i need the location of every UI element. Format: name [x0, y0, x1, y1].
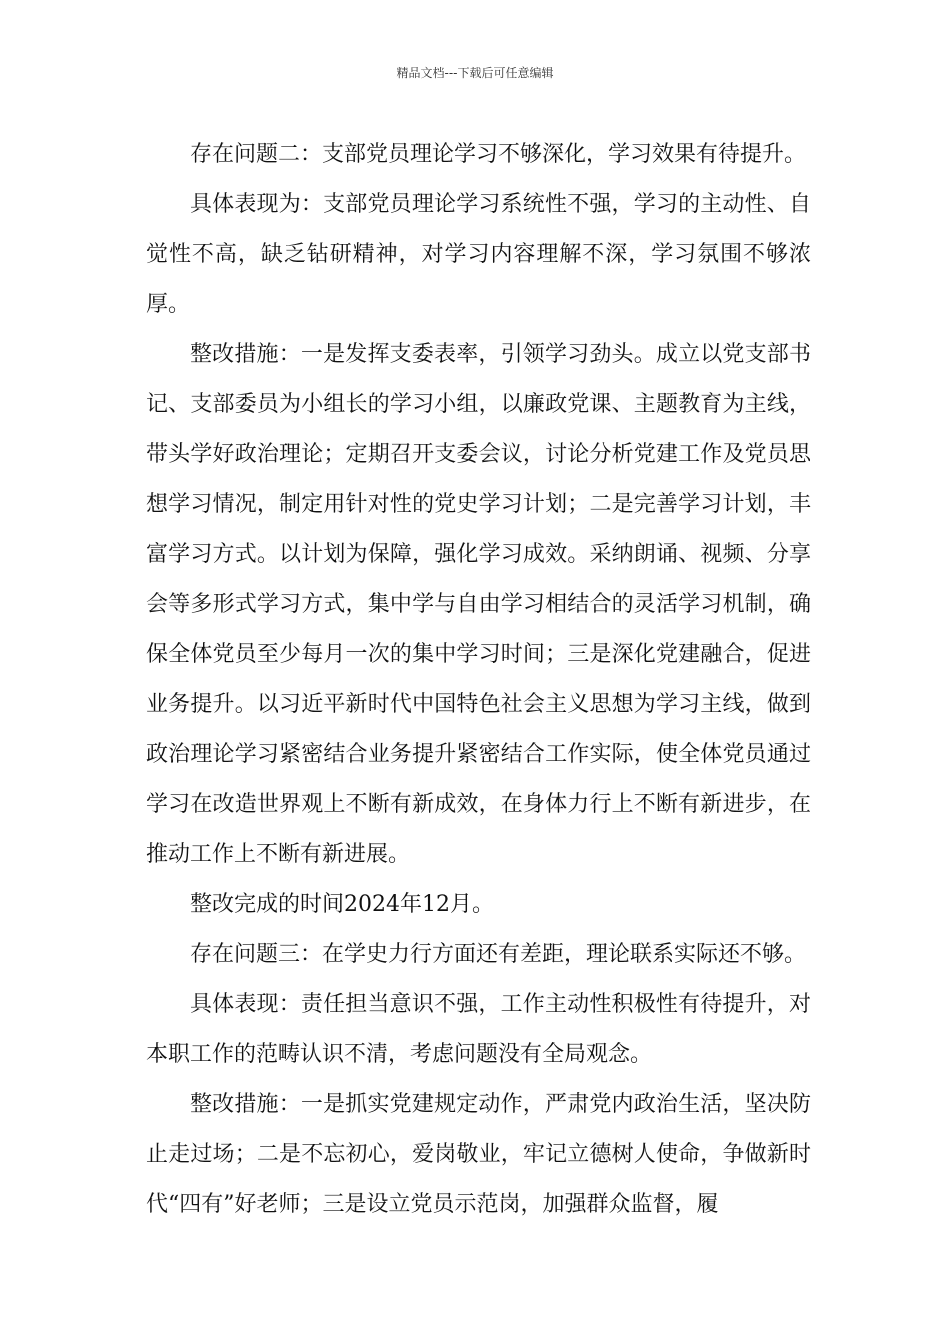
document-body — [146, 130, 811, 1230]
paragraph-completion-time: 整改完成的时间2024年12月。 — [190, 892, 494, 917]
paragraph-manifestation-three: 具体表现：责任担当意识不强，工作主动性积极性有待提升，对本职工作的范畴认识不清，考虑问题没有全局观念。 — [146, 992, 811, 1067]
paragraph-measures-two: 整改措施：一是发挥支委表率，引领学习劲头。成立以党支部书记、支部委员为小组长的学习小组，以廉政党课、主题教育为主线，带头学好政治理论；定期召开支委会议，讨论分析党建工作及党员思想学习情况，制定用针对性的党史学习计划；二是完善学习计划，丰富学习方式。以计划为保障，强化学习成效。采纳朗诵、视频、分享会等多形式学习方式，集中学与自由学习相结合的灵活学习机制，确保全体党员至少每月一次的集中学习时间；三是深化党建融合，促进业务提升。以习近平新时代中国特色社会主义思想为学习主线，做到政治理论学习紧密结合业务提升紧密结合工作实际，使全体党员通过学习在改造世界观上不断有新成效，在身体力行上不断有新进步，在推动工作上不断有新进展。 — [146, 342, 811, 867]
page-header: 精品文档---下载后可任意编辑 — [396, 66, 554, 80]
paragraph-problem-three: 存在问题三：在学史力行方面还有差距，理论联系实际还不够。 — [190, 942, 807, 967]
paragraph-measures-three: 整改措施：一是抓实党建规定动作，严肃党内政治生活，坚决防止走过场；二是不忘初心，爱岗敬业，牢记立德树人使命，争做新时代“四有”好老师；三是设立党员示范岗，加强群众监督，履 — [146, 1092, 811, 1217]
paragraph-manifestation-two: 具体表现为：支部党员理论学习系统性不强，学习的主动性、自觉性不高，缺乏钻研精神，对学习内容理解不深，学习氛围不够浓厚。 — [146, 192, 811, 317]
paragraph-problem-two: 存在问题二：支部党员理论学习不够深化，学习效果有待提升。 — [190, 142, 807, 167]
